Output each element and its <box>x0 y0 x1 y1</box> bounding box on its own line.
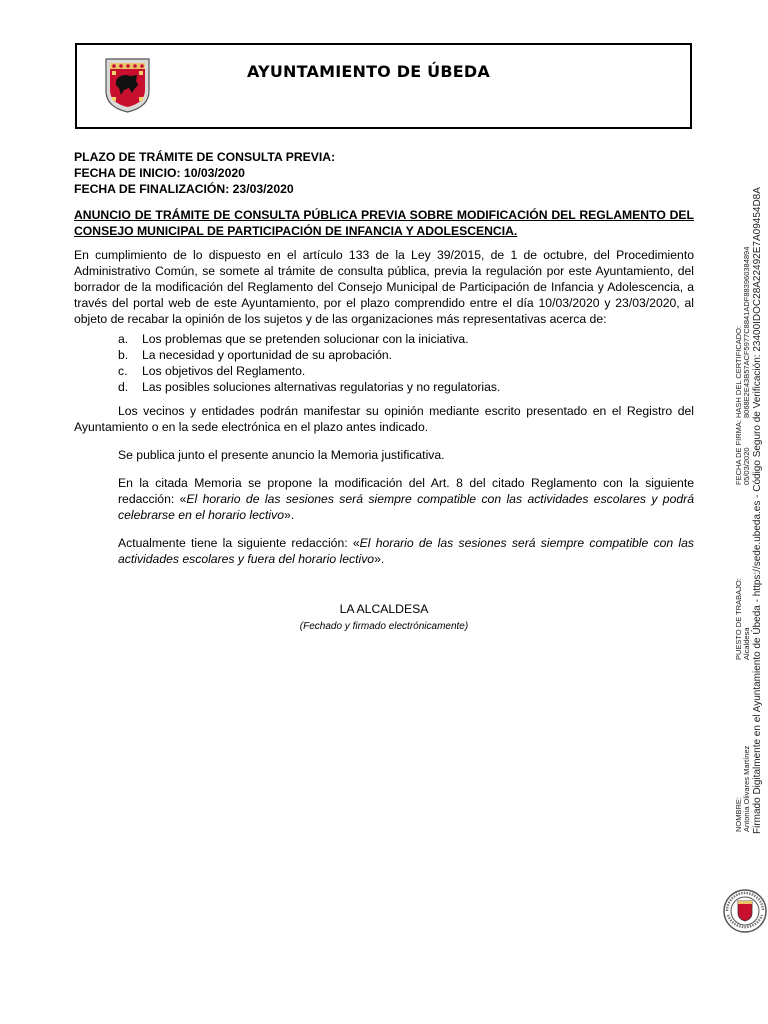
list-item-letter: a. <box>118 332 129 346</box>
coat-of-arms-icon <box>104 57 151 114</box>
sidebar-nombre-value: Antonia Olivares Martínez <box>742 745 751 832</box>
paragraph-1: En cumplimiento de lo dispuesto en el artículo 133 de la Ley 39/2015, de 1 de octubre, del Procedimiento Administrativo Común, se somete al trámite de consulta pública, previa la regulación por este Ayuntamiento, del borrador de la modificación del Reglamento del Consejo Municipal de Participación de Infancia y Adolescencia, a través del portal web de este Ayuntamiento, por el plazo comprendido entre el día 10/03/2020 y 23/03/2020, al objeto de recabar la opinión de los sujetos y de las organizaciones más representativas acerca de: <box>74 248 694 326</box>
paragraph-4-suffix: ». <box>283 508 295 522</box>
list-item <box>74 347 694 363</box>
sidebar-fecha-label: FECHA DE FIRMA: <box>734 419 743 485</box>
paragraph-4-quote: El horario de las sesiones será siempre compatible con las actividades escolares y podrá celebrarse en el horario lectivo <box>118 492 694 522</box>
paragraph-5 <box>74 535 694 567</box>
sidebar-firmado-text: Firmado Digitalmente en el Ayuntamiento de Úbeda - https://sede.ubeda.es - Código Seguro de Verificación: 23400IDOC28A22492E7A09454D8A <box>752 187 763 834</box>
list-item <box>74 379 694 395</box>
paragraph-4-prefix: En la citada Memoria se propone la modificación del Art. 8 del citado Reglamento con la siguiente redacción: « <box>118 476 694 506</box>
paragraph-3: Se publica junto el presente anuncio la Memoria justificativa. <box>118 448 445 462</box>
header-box <box>75 43 692 129</box>
header-title: AYUNTAMIENTO DE ÚBEDA <box>247 62 490 81</box>
signature-title: LA ALCALDESA <box>339 602 429 616</box>
list-item-letter: c. <box>118 364 128 378</box>
list-item-text: La necesidad y oportunidad de su aprobación. <box>142 348 393 362</box>
list-item-text: Los objetivos del Reglamento. <box>142 364 306 378</box>
considerations-list <box>74 331 694 395</box>
sidebar-fecha-value: 05/03/2020 <box>742 447 751 485</box>
signature-subtitle: (Fechado y firmado electrónicamente) <box>299 621 469 632</box>
list-item <box>74 363 694 379</box>
paragraph-5-prefix: Actualmente tiene la siguiente redacción: « <box>118 536 360 550</box>
plazo-block <box>74 149 694 197</box>
list-item-letter: b. <box>118 348 129 362</box>
paragraph-2: Los vecinos y entidades podrán manifestar su opinión mediante escrito presentado en el Registro del Ayuntamiento o en la sede electrónica en el plazo antes indicado. <box>74 404 694 434</box>
sidebar-hash-label: HASH DEL CERTIFICADO: <box>734 325 743 418</box>
sidebar-nombre-label: NOMBRE: <box>734 796 743 832</box>
anuncio-title: ANUNCIO DE TRÁMITE DE CONSULTA PÚBLICA PREVIA SOBRE MODIFICACIÓN DEL REGLAMENTO DEL CONSEJO MUNICIPAL DE PARTICIPACIÓN DE INFANCIA Y ADOLESCENCIA. <box>74 208 694 238</box>
list-item-letter: d. <box>118 380 129 394</box>
document-body <box>74 149 694 635</box>
list-item-text: Los problemas que se pretenden solucionar con la iniciativa. <box>142 332 469 346</box>
paragraph-5-quote: El horario de las sesiones será siempre compatible con las actividades escolares y fuera del horario lectivo <box>118 536 694 566</box>
sidebar-hash-value: 8068E2E43B57ACF5977C8841ADF883960384894 <box>742 246 751 418</box>
list-item <box>74 331 694 347</box>
plazo-line-3: FECHA DE FINALIZACIÓN: 23/03/2020 <box>74 182 294 196</box>
paragraph-5-suffix: ». <box>374 552 385 566</box>
sidebar-puesto-label: PUESTO DE TRABAJO: <box>734 578 743 660</box>
digital-signature-seal-icon <box>722 888 768 934</box>
sidebar-puesto-value: Alcaldesa <box>742 627 751 660</box>
plazo-line-2: FECHA DE INICIO: 10/03/2020 <box>74 166 245 180</box>
list-item-text: Las posibles soluciones alternativas regulatorias y no regulatorias. <box>142 380 501 394</box>
plazo-line-1: PLAZO DE TRÁMITE DE CONSULTA PREVIA: <box>74 150 336 164</box>
paragraph-4 <box>74 475 694 523</box>
